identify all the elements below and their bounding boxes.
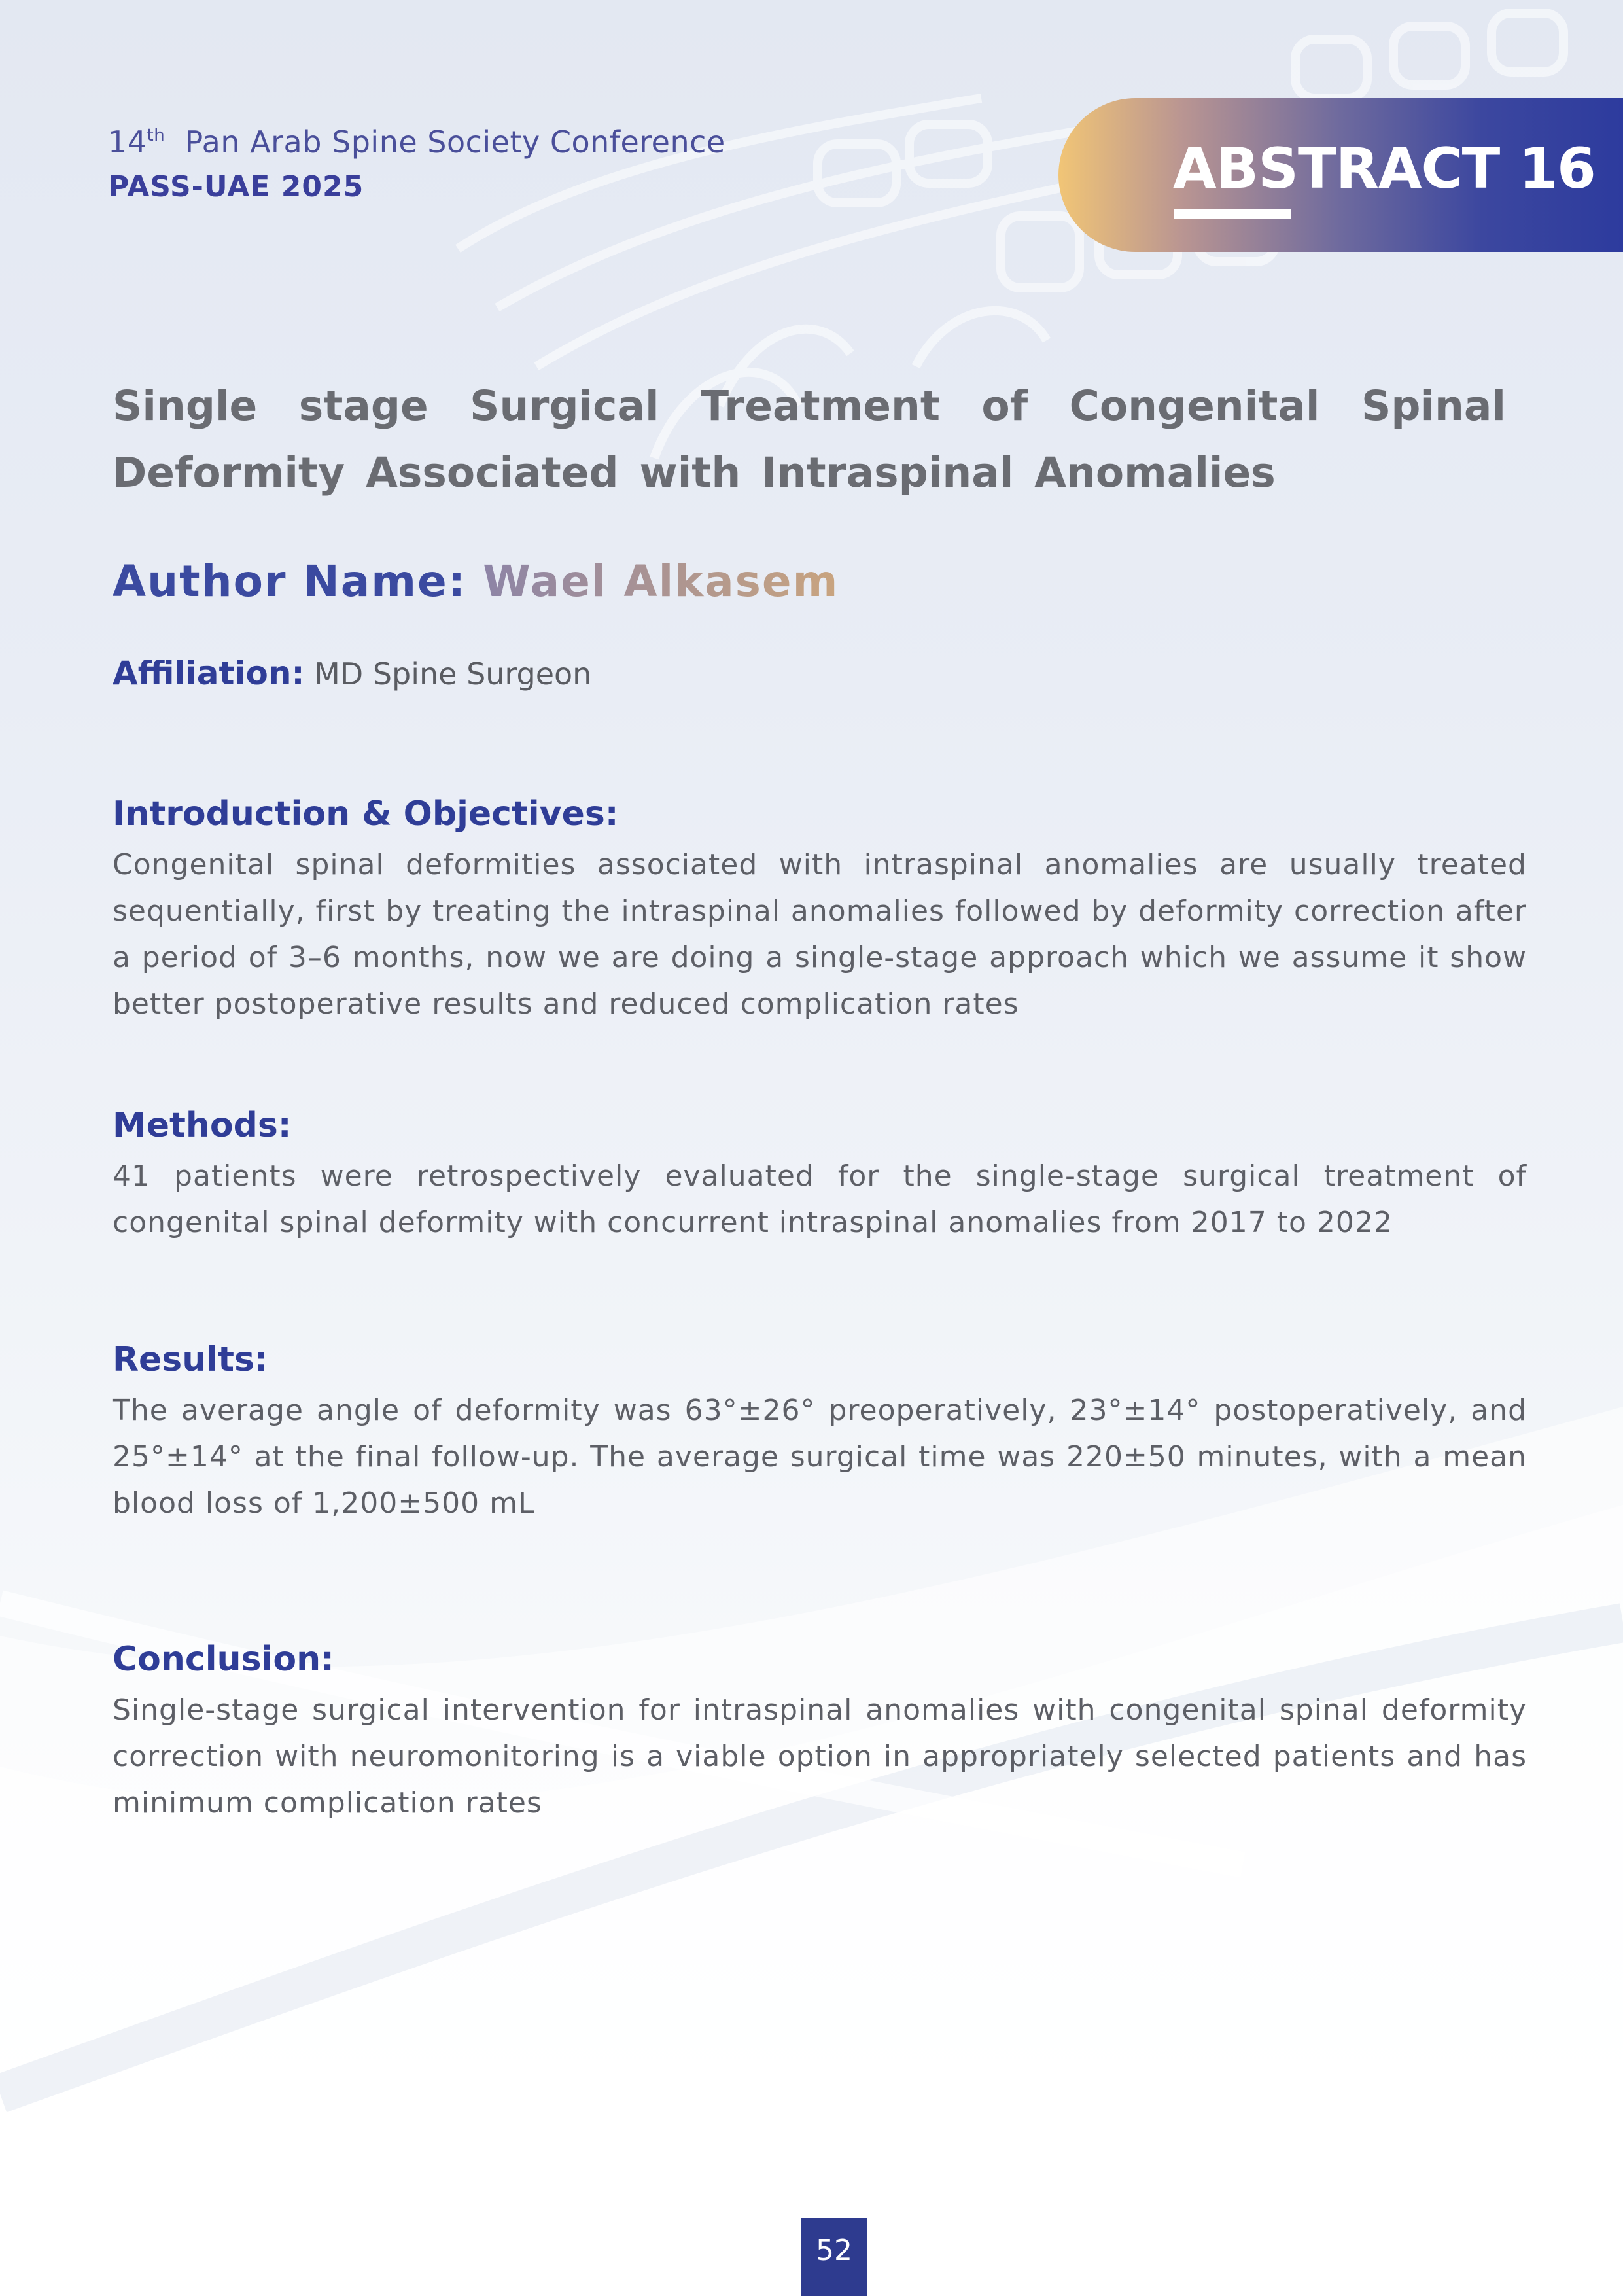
conference-edition-suffix: th (147, 126, 166, 145)
section-body: Single-stage surgical intervention for intraspinal anomalies with congenital spinal deformity correction with neuromonitoring is a viable option in appropriately selected patients and has minimum complication rates (113, 1693, 1527, 1820)
section-body: 41 patients were retrospectively evaluated for the single-stage surgical treatment of congenital spinal deformity with concurrent intraspinal anomalies from 2017 to 2022 (113, 1159, 1527, 1239)
section-heading: Conclusion: (113, 1640, 334, 1679)
section-heading: Methods: (113, 1106, 292, 1145)
affiliation-value: MD Spine Surgeon (314, 656, 592, 692)
section-body: The average angle of deformity was 63°±26° preoperatively, 23°±14° postoperatively, and 25°±14° at the final follow-up. The average surgical time was 220±50 minutes, with a mean blood loss of 1,200±500 mL (113, 1394, 1527, 1520)
abstract-label: ABSTRACT 16 (1173, 136, 1596, 202)
section-methods (113, 1102, 1527, 1246)
section-results (113, 1336, 1527, 1527)
section-conclusion (113, 1636, 1527, 1826)
page-number: 52 (801, 2218, 867, 2296)
section-body: Congenital spinal deformities associated with intraspinal anomalies are usually treated sequentially, first by treating the intraspinal anomalies followed by deformity correction after a period of 3–6 months, now we are doing a single-stage approach which we assume it show better postoperative results and reduced complication rates (113, 848, 1527, 1021)
author (113, 556, 839, 607)
abstract-underline (1174, 209, 1291, 219)
paper-title: Single stage Surgical Treatment of Congenital Spinal Deformity Associated with Intraspinal Anomalies (113, 382, 1506, 497)
affiliation (113, 654, 591, 692)
author-label: Author Name: (113, 556, 467, 607)
author-name: Wael Alkasem (483, 556, 839, 607)
conference-short-name: PASS-UAE 2025 (108, 170, 364, 203)
section-heading: Introduction & Objectives: (113, 794, 619, 834)
conference-name (108, 124, 725, 160)
conference-title: Pan Arab Spine Society Conference (184, 124, 725, 160)
section-introduction (113, 790, 1527, 1027)
section-heading: Results: (113, 1340, 268, 1379)
conference-edition-number: 14 (108, 124, 147, 160)
conference-header (108, 124, 725, 203)
affiliation-label: Affiliation: (113, 654, 305, 692)
abstract-tab (1058, 98, 1623, 252)
